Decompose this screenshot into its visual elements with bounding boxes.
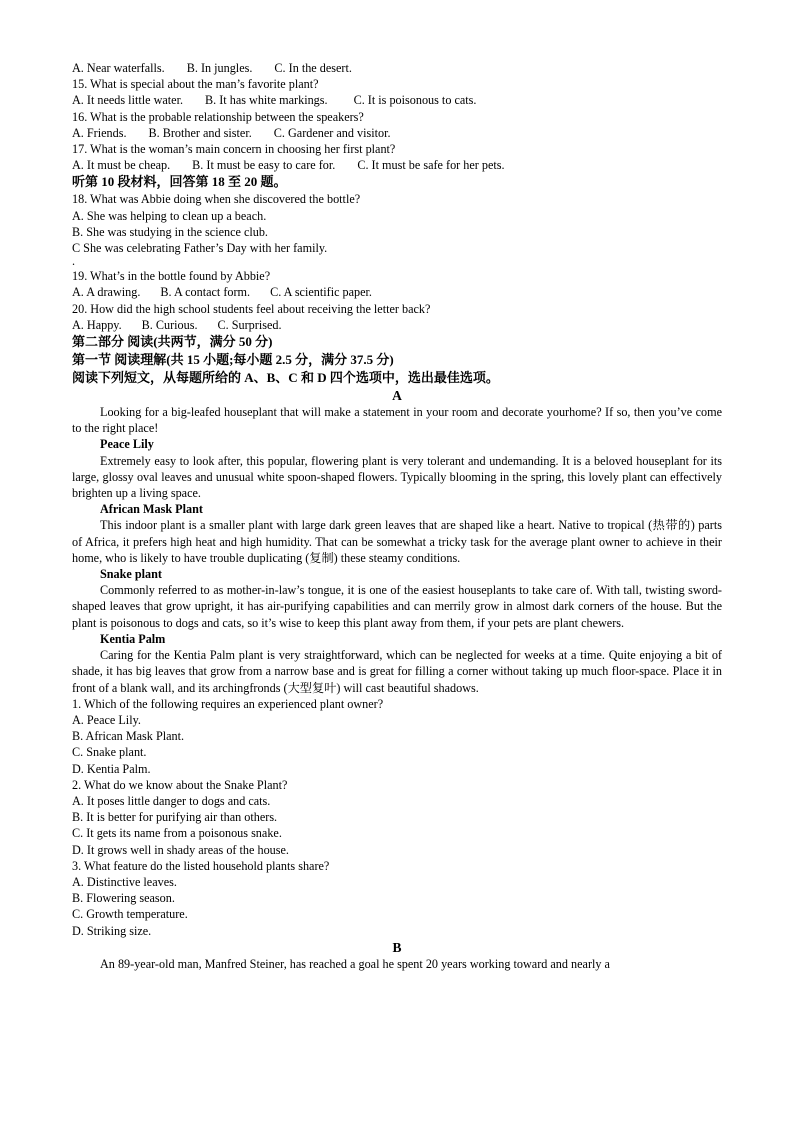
q18-option-c: C She was celebrating Father’s Day with her family. [72, 241, 328, 256]
q15-option-a: A. It needs little water. [72, 93, 184, 108]
q14-option-a: A. Near waterfalls. [72, 61, 165, 75]
q18-option-b: B. She was studying in the science club. [72, 224, 268, 239]
q20-option-c: C. Surprised. [217, 317, 282, 332]
q18-option-a: A. She was helping to clean up a beach. [72, 208, 267, 223]
q17-stem: 17. What is the woman’s main concern in choosing her first plant? [72, 142, 396, 157]
section1-heading: 第一节 阅读理解(共 15 小题;每小题 2.5 分，满分 37.5 分) [72, 352, 394, 368]
q14-option-b: B. In jungles. [186, 61, 253, 75]
question-2-option-c: C. It gets its name from a poisonous snake. [72, 826, 282, 841]
section10-heading: 听第 10 段材料，回答第 18 至 20 题。 [72, 174, 287, 190]
question-1-option-a: A. Peace Lily. [72, 712, 141, 727]
q20-options [72, 317, 722, 333]
q17-option-c: C. It must be safe for her pets. [357, 158, 505, 173]
plant-heading-peace-lily: Peace Lily [100, 437, 154, 452]
part2-heading: 第二部分 阅读(共两节，满分 50 分) [72, 334, 273, 350]
passage-a-label: A [392, 388, 402, 404]
question-2-option-d: D. It grows well in shady areas of the house. [72, 842, 289, 857]
q19-option-b: B. A contact form. [160, 285, 251, 300]
question-2-option-b: B. It is better for purifying air than others. [72, 810, 278, 825]
question-1-option-c: C. Snake plant. [72, 745, 147, 760]
q18-stem: 18. What was Abbie doing when she discovered the bottle? [72, 192, 361, 207]
q17-option-a: A. It must be cheap. [72, 158, 171, 173]
question-2-stem: 2. What do we know about the Snake Plant? [72, 777, 288, 792]
question-3-option-a: A. Distinctive leaves. [72, 874, 177, 889]
exam-page [72, 60, 722, 972]
question-2-option-a: A. It poses little danger to dogs and cats. [72, 793, 271, 808]
q18-stray-dot: . [72, 254, 76, 269]
plant-heading-african-mask: African Mask Plant [100, 502, 203, 517]
question-3-option-c: C. Growth temperature. [72, 907, 188, 922]
question-1-stem: 1. Which of the following requires an experienced plant owner? [72, 696, 384, 711]
plant-heading-kentia-palm: Kentia Palm [100, 631, 166, 646]
q15-options [72, 92, 722, 108]
question-3-option-d: D. Striking size. [72, 923, 152, 938]
q16-options [72, 125, 722, 141]
question-3-option-b: B. Flowering season. [72, 891, 175, 906]
q17-option-b: B. It must be easy to care for. [192, 158, 336, 173]
q14-option-c: C. In the desert. [274, 61, 352, 75]
plant-text-african-mask: This indoor plant is a smaller plant with large dark green leaves that are shaped like a heart. Native to tropical (热带的) parts of Africa, it prefers high heat and high humidity. That can be somewhat a tricky task for the average plant owner to achieve in their home, who is likely to have trouble duplicating (复制) these steamy conditions. [72, 518, 722, 565]
q19-option-a: A. A drawing. [72, 285, 141, 300]
q20-option-b: B. Curious. [141, 317, 198, 332]
q15-option-c: C. It is poisonous to cats. [353, 93, 477, 108]
q16-option-c: C. Gardener and visitor. [273, 125, 391, 140]
question-1-option-d: D. Kentia Palm. [72, 761, 151, 776]
q20-option-a: A. Happy. [72, 317, 122, 332]
q20-stem: 20. How did the high school students feel about receiving the letter back? [72, 301, 431, 316]
q19-options [72, 284, 722, 300]
q14-options [72, 60, 722, 76]
q19-stem: 19. What’s in the bottle found by Abbie? [72, 269, 271, 284]
q17-options [72, 157, 722, 173]
plant-heading-snake-plant: Snake plant [100, 567, 162, 582]
plant-text-snake-plant: Commonly referred to as mother-in-law’s tongue, it is one of the easiest houseplants to take care of. With tall, twisting sword-shaped leaves that grow upright, it has air-purifying capabilities and can merrily grow in almost dark corners of the house. But the plant is poisonous to dogs and cats, so it’s wise to keep this plant away from them, if your pets are plant chewers. [72, 583, 722, 630]
plant-text-peace-lily: Extremely easy to look after, this popular, flowering plant is very tolerant and undemanding. It is a beloved houseplant for its large, glossy oval leaves and unusual white spoon-shaped flowers. Typically blooming in the spring, this lovely plant can effectively brighten up a living space. [72, 453, 722, 501]
q16-stem: 16. What is the probable relationship between the speakers? [72, 109, 364, 124]
passage-b-intro: An 89-year-old man, Manfred Steiner, has reached a goal he spent 20 years working toward and nearly a [100, 956, 610, 971]
question-3-stem: 3. What feature do the listed household plants share? [72, 858, 330, 873]
q15-option-b: B. It has white markings. [205, 93, 328, 108]
reading-instructions: 阅读下列短文，从每题所给的 A、B、C 和 D 四个选项中，选出最佳选项。 [72, 370, 499, 386]
q16-option-a: A. Friends. [72, 125, 127, 140]
passage-a-intro: Looking for a big-leafed houseplant that will make a statement in your room and decorate yourhome? If so, then you’ve come to the right place! [72, 405, 722, 436]
q19-option-c: C. A scientific paper. [270, 285, 372, 300]
q15-stem: 15. What is special about the man’s favorite plant? [72, 77, 319, 92]
passage-b-label: B [392, 939, 402, 955]
plant-text-kentia-palm: Caring for the Kentia Palm plant is very straightforward, which can be neglected for weeks at a time. Quite enjoying a bit of shade, it has big leaves that grow from a narrow base and is great for filling a corner without taking up much floor-space. Place it in front of a blank wall, and its archingfronds (大型复叶) will cast beautiful shadows. [72, 648, 722, 695]
question-1-option-b: B. African Mask Plant. [72, 729, 185, 744]
q16-option-b: B. Brother and sister. [148, 125, 252, 140]
